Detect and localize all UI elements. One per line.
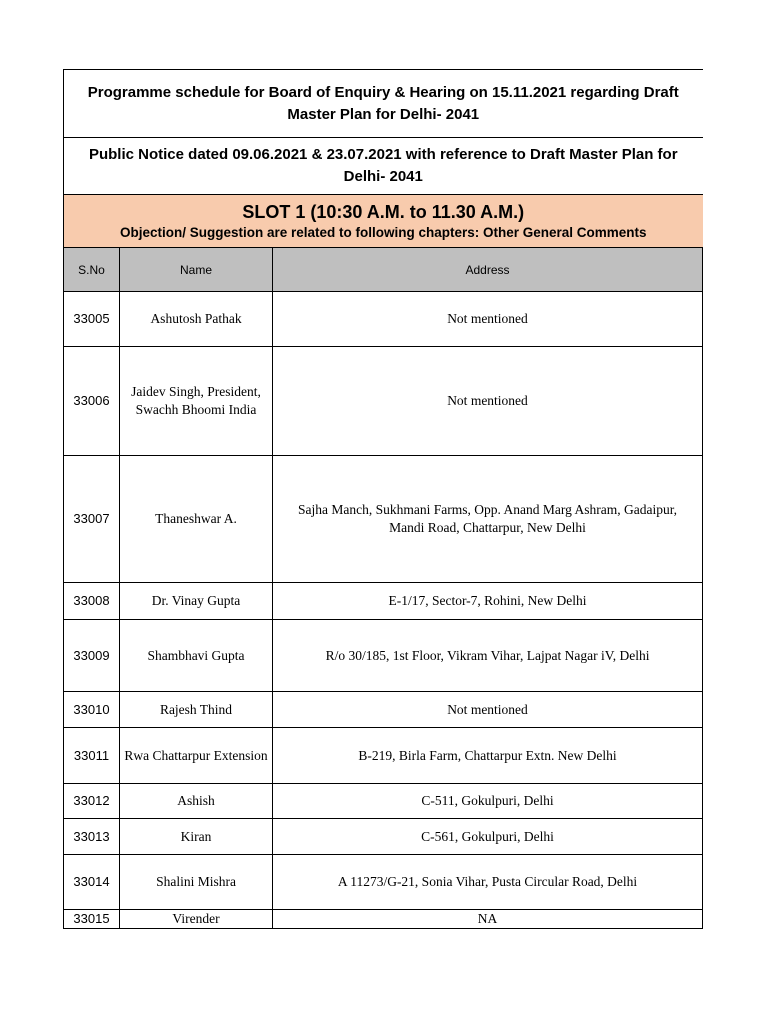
row-sno: 33010	[64, 692, 120, 728]
column-header-sno: S.No	[64, 248, 120, 292]
row-sno: 33011	[64, 728, 120, 784]
table-row	[64, 620, 703, 692]
table-row	[64, 292, 703, 347]
notice-row	[64, 138, 703, 195]
table-row	[64, 784, 703, 819]
document-title: Programme schedule for Board of Enquiry & Hearing on 15.11.2021 regarding Draft Master Plan for Delhi- 2041	[64, 70, 703, 138]
row-sno: 33012	[64, 784, 120, 819]
row-name: Shambhavi Gupta	[120, 620, 273, 692]
row-name: Ashutosh Pathak	[120, 292, 273, 347]
row-name: Jaidev Singh, President, Swachh Bhoomi India	[120, 347, 273, 456]
table-row	[64, 583, 703, 620]
schedule-table	[63, 69, 703, 929]
row-sno: 33015	[64, 910, 120, 929]
row-name: Dr. Vinay Gupta	[120, 583, 273, 620]
slot-row	[64, 195, 703, 248]
column-header-address: Address	[273, 248, 703, 292]
table-row	[64, 692, 703, 728]
column-header-row	[64, 248, 703, 292]
table-row	[64, 728, 703, 784]
table-row	[64, 819, 703, 855]
row-sno: 33014	[64, 855, 120, 910]
column-header-name: Name	[120, 248, 273, 292]
row-address: E-1/17, Sector-7, Rohini, New Delhi	[273, 583, 703, 620]
row-name: Ashish	[120, 784, 273, 819]
row-address: A 11273/G-21, Sonia Vihar, Pusta Circular Road, Delhi	[273, 855, 703, 910]
row-name: Shalini Mishra	[120, 855, 273, 910]
row-name: Virender	[120, 910, 273, 929]
row-address: Not mentioned	[273, 692, 703, 728]
row-address: Sajha Manch, Sukhmani Farms, Opp. Anand Marg Ashram, Gadaipur, Mandi Road, Chattarpur, New Delhi	[273, 456, 703, 583]
title-row	[64, 70, 703, 138]
table-row	[64, 456, 703, 583]
slot-title: SLOT 1 (10:30 A.M. to 11.30 A.M.)	[242, 202, 525, 222]
row-sno: 33007	[64, 456, 120, 583]
row-address: C-511, Gokulpuri, Delhi	[273, 784, 703, 819]
row-name: Rwa Chattarpur Extension	[120, 728, 273, 784]
row-sno: 33013	[64, 819, 120, 855]
row-sno: 33009	[64, 620, 120, 692]
row-name: Thaneshwar A.	[120, 456, 273, 583]
public-notice-heading: Public Notice dated 09.06.2021 & 23.07.2021 with reference to Draft Master Plan for Delhi- 2041	[64, 138, 703, 195]
row-address: Not mentioned	[273, 347, 703, 456]
table-row	[64, 910, 703, 929]
row-sno: 33006	[64, 347, 120, 456]
row-sno: 33005	[64, 292, 120, 347]
row-name: Rajesh Thind	[120, 692, 273, 728]
slot-banner	[64, 195, 703, 248]
row-sno: 33008	[64, 583, 120, 620]
row-address: C-561, Gokulpuri, Delhi	[273, 819, 703, 855]
row-address: NA	[273, 910, 703, 929]
row-address: Not mentioned	[273, 292, 703, 347]
slot-subtitle: Objection/ Suggestion are related to following chapters: Other General Comments	[119, 225, 647, 240]
row-name: Kiran	[120, 819, 273, 855]
row-address: B-219, Birla Farm, Chattarpur Extn. New Delhi	[273, 728, 703, 784]
schedule-sheet	[63, 69, 702, 929]
row-address: R/o 30/185, 1st Floor, Vikram Vihar, Lajpat Nagar iV, Delhi	[273, 620, 703, 692]
table-row	[64, 347, 703, 456]
table-row	[64, 855, 703, 910]
